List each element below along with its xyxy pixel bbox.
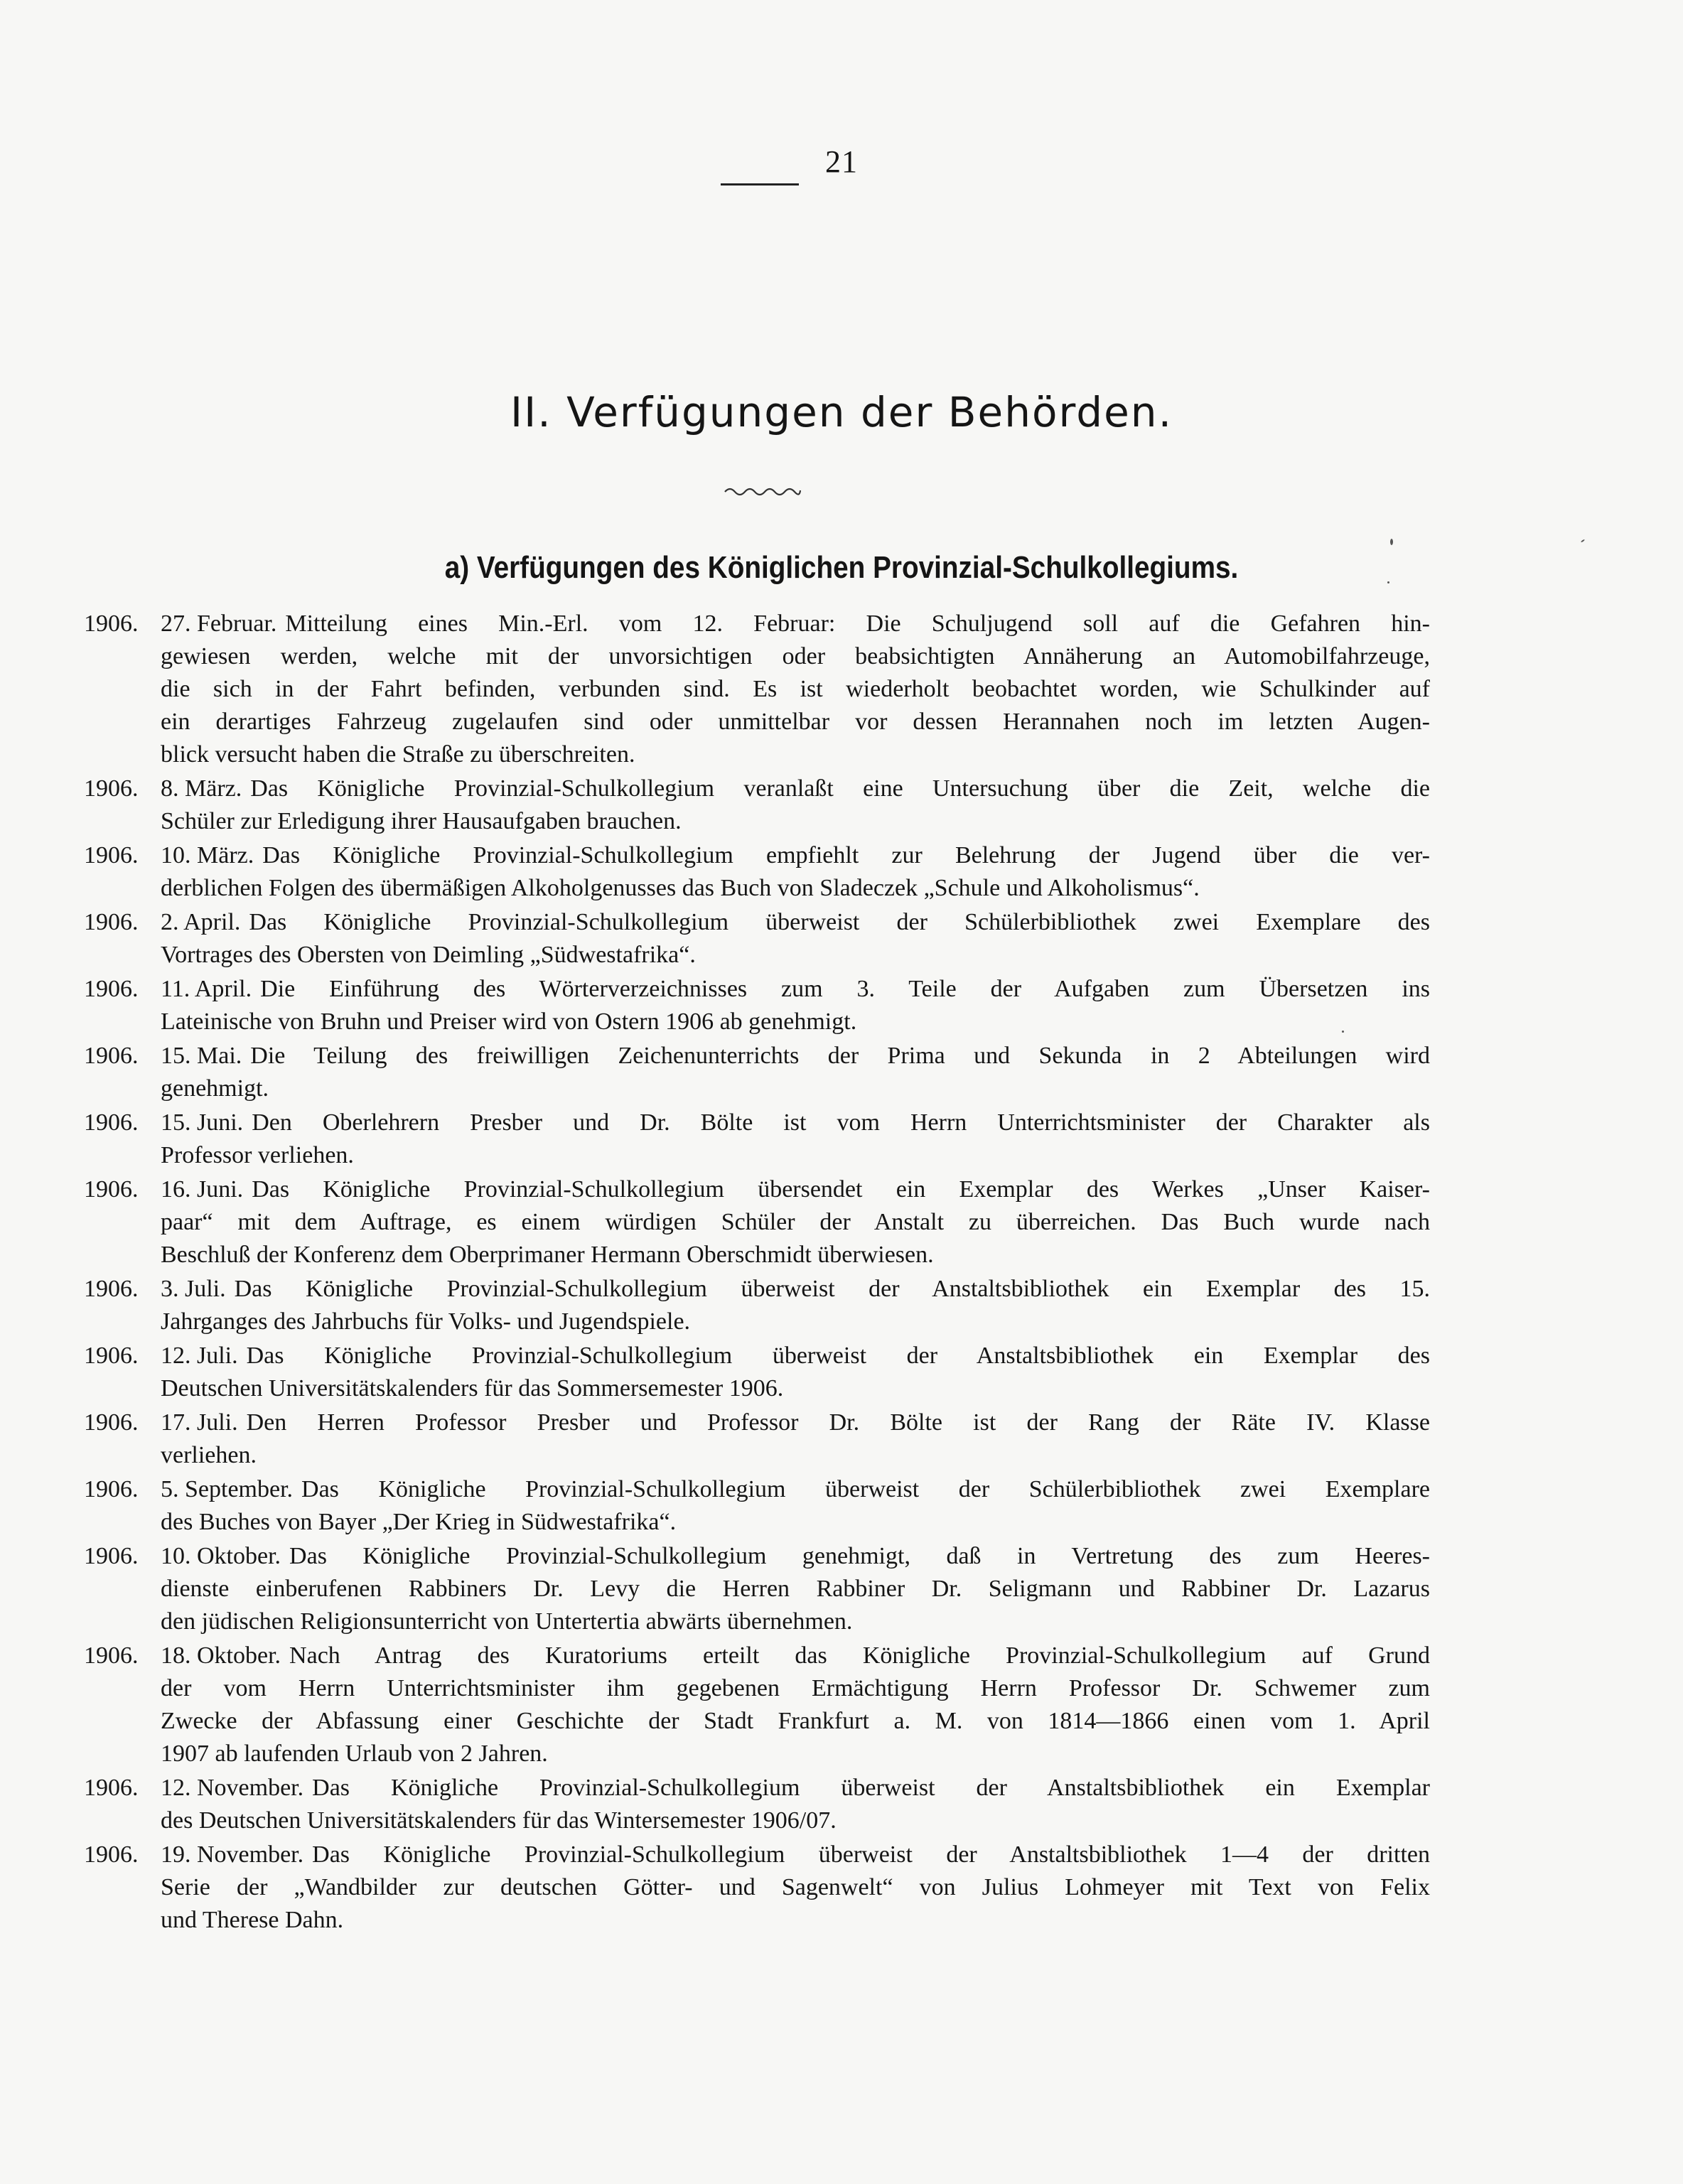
ordinance-entry — [84, 973, 1430, 1038]
entry-continuation-line: gewiesen werden, welche mit der unvorsichtigen oder beabsichtigten Annäherung an Automobilfahrzeuge, — [161, 643, 1430, 669]
entry-first-line — [84, 1340, 1430, 1372]
entry-year: 1906. — [84, 1343, 139, 1369]
entry-continuation-line: und Therese Dahn. — [161, 1907, 344, 1933]
entry-text: Das Königliche Provinzial-Schulkollegium veranlaßt eine Untersuchung über die Zeit, welche die — [250, 775, 1430, 802]
entry-year: 1906. — [84, 1841, 139, 1868]
entry-year: 1906. — [84, 1775, 139, 1801]
ordinance-entry — [84, 1406, 1430, 1472]
entry-year: 1906. — [84, 842, 139, 868]
entry-date: 8. März. — [161, 775, 242, 802]
entry-year: 1906. — [84, 1476, 139, 1502]
entry-date: 18. Oktober. — [161, 1642, 281, 1669]
ordinance-entry — [84, 1839, 1430, 1937]
entry-year: 1906. — [84, 775, 139, 802]
section-title: II. Verfügungen der Behörden. — [510, 388, 1173, 436]
wavy-rule-ornament — [724, 483, 802, 497]
entry-date: 16. Juni. — [161, 1176, 244, 1203]
ordinance-entry — [84, 1173, 1430, 1271]
entry-first-line — [84, 839, 1430, 872]
entry-text: Das Königliche Provinzial-Schulkollegium überweist der Anstaltsbibliothek ein Exemplar — [312, 1775, 1430, 1801]
entry-date: 27. Februar. — [161, 610, 277, 637]
entry-first-line — [84, 1107, 1430, 1139]
entry-date: 17. Juli. — [161, 1409, 238, 1436]
entry-continuation-line: Beschluß der Konferenz dem Oberprimaner Hermann Oberschmidt überwiesen. — [161, 1242, 934, 1268]
entry-text: Das Königliche Provinzial-Schulkollegium übersendet ein Exemplar des Werkes „Unser Kaiser- — [252, 1176, 1430, 1203]
entry-first-line — [84, 1173, 1430, 1206]
entry-continuation-line: des Buches von Bayer „Der Krieg in Südwestafrika“. — [161, 1509, 677, 1535]
entry-date: 5. September. — [161, 1476, 294, 1502]
entry-year: 1906. — [84, 1642, 139, 1669]
ink-speck — [1581, 539, 1585, 542]
entry-continuation-line: der vom Herrn Unterrichtsminister ihm gegebenen Ermächtigung Herrn Professor Dr. Schwemer zum — [161, 1675, 1430, 1701]
ordinance-entry — [84, 1107, 1430, 1172]
entry-year: 1906. — [84, 1276, 139, 1302]
entry-continuation-line: Vortrages des Obersten von Deimling „Südwestafrika“. — [161, 942, 696, 968]
entry-date: 12. November. — [161, 1775, 304, 1801]
entry-date: 10. Oktober. — [161, 1543, 281, 1569]
entry-continuation-line: Zwecke der Abfassung einer Geschichte der Stadt Frankfurt a. M. von 1814—1866 einen vom 1. April — [161, 1708, 1430, 1734]
entry-year: 1906. — [84, 1176, 139, 1203]
entry-continuation-line: ein derartiges Fahrzeug zugelaufen sind oder unmittelbar vor dessen Herannahen noch im letzten Augen- — [161, 709, 1430, 735]
entry-date: 11. April. — [161, 976, 252, 1002]
subsection-title: a) Verfügungen des Königlichen Provinzial-Schulkollegiums. — [444, 550, 1239, 585]
entry-text: Das Königliche Provinzial-Schulkollegium empfiehlt zur Belehrung der Jugend über die ver- — [262, 842, 1430, 868]
entry-continuation-line: blick versucht haben die Straße zu überschreiten. — [161, 741, 635, 768]
entry-text: Nach Antrag des Kuratoriums erteilt das Königliche Provinzial-Schulkollegium auf Grund — [289, 1642, 1430, 1669]
ordinance-entry — [84, 906, 1430, 972]
entry-first-line — [84, 1772, 1430, 1804]
entry-year: 1906. — [84, 610, 139, 637]
entry-text: Den Herren Professor Presber und Professor Dr. Bölte ist der Rang der Räte IV. Klasse — [246, 1409, 1430, 1436]
entry-date: 12. Juli. — [161, 1343, 238, 1369]
entry-year: 1906. — [84, 909, 139, 935]
entry-text: Die Einführung des Wörterverzeichnisses zum 3. Teile der Aufgaben zum Übersetzen ins — [260, 976, 1430, 1002]
entry-continuation-line: Serie der „Wandbilder zur deutschen Götter- und Sagenwelt“ von Julius Lohmeyer mit Text von Felix — [161, 1874, 1430, 1900]
entry-date: 3. Juli. — [161, 1276, 226, 1302]
entry-date: 19. November. — [161, 1841, 304, 1868]
entry-first-line — [84, 973, 1430, 1006]
ordinance-entry — [84, 1772, 1430, 1837]
entry-first-line — [84, 1839, 1430, 1871]
ordinance-entry — [84, 1540, 1430, 1638]
entry-text: Den Oberlehrern Presber und Dr. Bölte ist vom Herrn Unterrichtsminister der Charakter als — [252, 1109, 1430, 1136]
ordinance-entry — [84, 1640, 1430, 1770]
entry-text: Mitteilung eines Min.-Erl. vom 12. Februar: Die Schuljugend soll auf die Gefahren hin- — [285, 610, 1430, 637]
ordinance-entry — [84, 1340, 1430, 1405]
entry-first-line — [84, 1040, 1430, 1072]
entry-first-line — [84, 906, 1430, 939]
page-number-underline — [721, 183, 799, 185]
entry-continuation-line: genehmigt. — [161, 1075, 269, 1102]
entry-date: 10. März. — [161, 842, 254, 868]
entry-continuation-line: Professor verliehen. — [161, 1142, 354, 1168]
entry-continuation-line: verliehen. — [161, 1442, 257, 1468]
entry-continuation-line: paar“ mit dem Auftrage, es einem würdigen Schüler der Anstalt zu überreichen. Das Buch wurde nach — [161, 1209, 1430, 1235]
entry-continuation-line: Lateinische von Bruhn und Preiser wird von Ostern 1906 ab genehmigt. — [161, 1008, 857, 1035]
entry-first-line — [84, 773, 1430, 805]
entry-text: Das Königliche Provinzial-Schulkollegium genehmigt, daß in Vertretung des zum Heeres- — [289, 1543, 1430, 1569]
entry-text: Das Königliche Provinzial-Schulkollegium überweist der Anstaltsbibliothek 1—4 der dritten — [312, 1841, 1430, 1868]
ink-speck — [1390, 539, 1393, 545]
ordinance-entry — [84, 1473, 1430, 1539]
entry-year: 1906. — [84, 1543, 139, 1569]
entry-continuation-line: des Deutschen Universitätskalenders für das Wintersemester 1906/07. — [161, 1807, 837, 1834]
entry-text: Das Königliche Provinzial-Schulkollegium überweist der Schülerbibliothek zwei Exemplare — [301, 1476, 1430, 1502]
entry-text: Das Königliche Provinzial-Schulkollegium überweist der Schülerbibliothek zwei Exemplare des — [249, 909, 1430, 935]
entry-continuation-line: die sich in der Fahrt befinden, verbunden sind. Es ist wiederholt beobachtet worden, wie Schulkinder auf — [161, 676, 1430, 702]
entry-continuation-line: dienste einberufenen Rabbiners Dr. Levy die Herren Rabbiner Dr. Seligmann und Rabbiner Dr. Lazarus — [161, 1576, 1430, 1602]
entry-continuation-line: 1907 ab laufenden Urlaub von 2 Jahren. — [161, 1741, 548, 1767]
page-number: 21 — [825, 144, 858, 179]
entry-date: 15. Mai. — [161, 1043, 242, 1069]
entry-continuation-line: Deutschen Universitätskalenders für das Sommersemester 1906. — [161, 1375, 784, 1402]
entry-first-line — [84, 1640, 1430, 1672]
ordinance-entry — [84, 608, 1430, 771]
entry-first-line — [84, 1273, 1430, 1306]
ordinance-entry — [84, 1273, 1430, 1338]
entry-year: 1906. — [84, 1409, 139, 1436]
ordinance-entry — [84, 773, 1430, 838]
entry-date: 2. April. — [161, 909, 241, 935]
entry-text: Das Königliche Provinzial-Schulkollegium überweist der Anstaltsbibliothek ein Exemplar des — [246, 1343, 1430, 1369]
ordinance-entry — [84, 1040, 1430, 1105]
ordinances-list — [84, 608, 1430, 1938]
entry-year: 1906. — [84, 1109, 139, 1136]
entry-first-line — [84, 1406, 1430, 1439]
entry-text: Das Königliche Provinzial-Schulkollegium überweist der Anstaltsbibliothek ein Exemplar des 15. — [234, 1276, 1430, 1302]
entry-first-line — [84, 608, 1430, 640]
entry-continuation-line: Schüler zur Erledigung ihrer Hausaufgaben brauchen. — [161, 808, 682, 834]
entry-continuation-line: Jahrganges des Jahrbuchs für Volks- und Jugendspiele. — [161, 1308, 691, 1335]
entry-continuation-line: derblichen Folgen des übermäßigen Alkoholgenusses das Buch von Sladeczek „Schule und Alkoholismus“. — [161, 875, 1200, 901]
entry-first-line — [84, 1473, 1430, 1506]
entry-first-line — [84, 1540, 1430, 1573]
ordinance-entry — [84, 839, 1430, 905]
entry-year: 1906. — [84, 1043, 139, 1069]
entry-date: 15. Juni. — [161, 1109, 244, 1136]
entry-continuation-line: den jüdischen Religionsunterricht von Untertertia abwärts übernehmen. — [161, 1608, 853, 1635]
entry-year: 1906. — [84, 976, 139, 1002]
entry-text: Die Teilung des freiwilligen Zeichenunterrichts der Prima und Sekunda in 2 Abteilungen wird — [250, 1043, 1430, 1069]
